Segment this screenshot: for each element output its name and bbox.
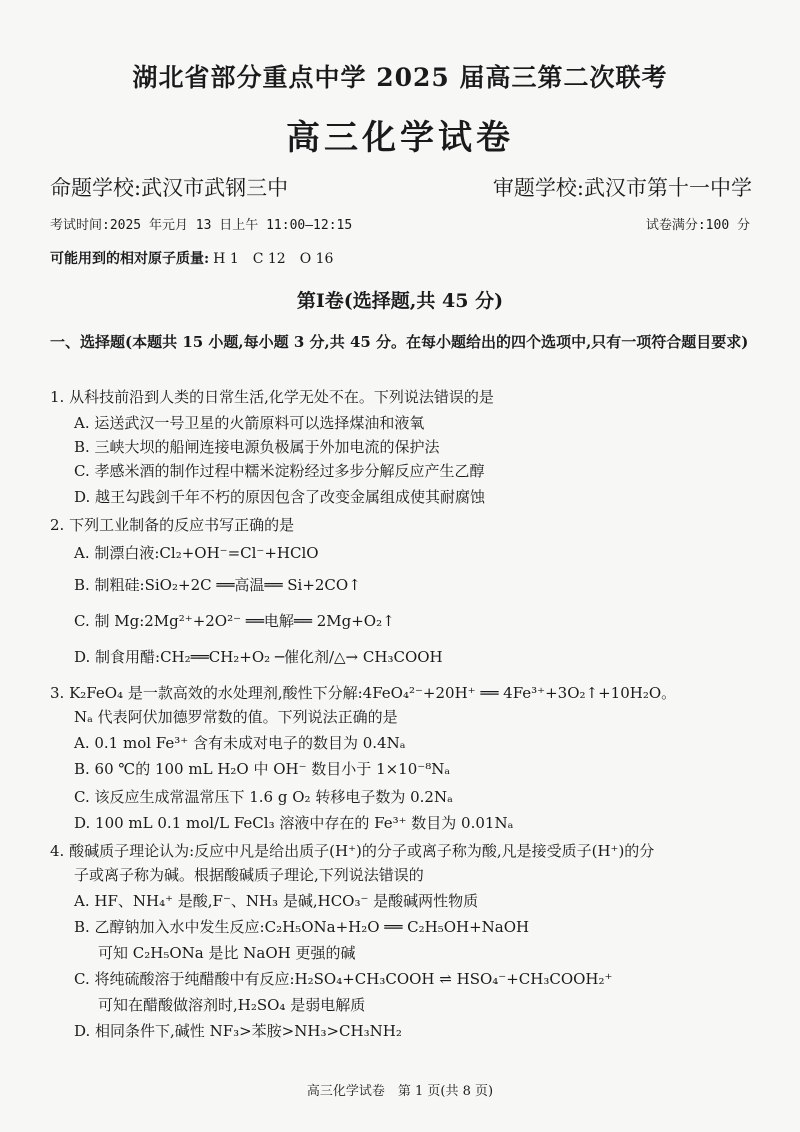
- question-4-option-d: D. 相同条件下,碱性 NF₃>苯胺>NH₃>CH₃NH₂: [74, 1022, 402, 1040]
- question-1-option-c: C. 孝感米酒的制作过程中糯米淀粉经过多步分解反应产生乙醇: [74, 462, 485, 480]
- exam-time: 考试时间:2025 年元月 13 日上午 11:00—12:15: [50, 218, 353, 233]
- question-3-option-a: A. 0.1 mol Fe³⁺ 含有未成对电子的数目为 0.4Nₐ: [74, 734, 406, 752]
- question-1-stem: 1. 从科技前沿到人类的日常生活,化学无处不在。下列说法错误的是: [50, 388, 494, 406]
- question-4-option-b: B. 乙醇钠加入水中发生反应:C₂H₅ONa+H₂O ══ C₂H₅OH+NaOH: [74, 918, 530, 936]
- setter-school: 命题学校:武汉市武钢三中: [50, 176, 289, 200]
- paper-title: 高三化学试卷: [286, 118, 514, 158]
- question-4-option-a: A. HF、NH₄⁺ 是酸,F⁻、NH₃ 是碱,HCO₃⁻ 是酸碱两性物质: [74, 892, 479, 910]
- question-3-option-d: D. 100 mL 0.1 mol/L FeCl₃ 溶液中存在的 Fe³⁺ 数目为 0.01Nₐ: [74, 814, 514, 832]
- question-4-option-c: C. 将纯硫酸溶于纯醋酸中有反应:H₂SO₄+CH₃COOH ⇌ HSO₄⁻+CH₃COOH₂⁺: [74, 970, 613, 988]
- question-2-option-d: D. 制食用醋:CH₂══CH₂+O₂ ─催化剂/△→ CH₃COOH: [74, 648, 443, 666]
- question-3-stem-line2: Nₐ 代表阿伏加德罗常数的值。下列说法正确的是: [74, 708, 398, 726]
- exam-title: 湖北省部分重点中学 2025 届高三第二次联考: [132, 63, 668, 92]
- question-4-option-c-cont: 可知在醋酸做溶剂时,H₂SO₄ 是弱电解质: [98, 996, 366, 1014]
- question-2-option-a: A. 制漂白液:Cl₂+OH⁻=Cl⁻+HClO: [74, 544, 319, 562]
- section-title: 第Ⅰ卷(选择题,共 45 分): [296, 290, 504, 312]
- question-3-stem: 3. K₂FeO₄ 是一款高效的水处理剂,酸性下分解:4FeO₄²⁻+20H⁺ ══ 4Fe³⁺+3O₂↑+10H₂O。: [50, 684, 677, 702]
- full-score: 试卷满分:100 分: [645, 218, 750, 233]
- question-2-stem: 2. 下列工业制备的反应书写正确的是: [50, 516, 295, 534]
- atomic-mass-line: [50, 248, 333, 268]
- question-4-option-b-cont: 可知 C₂H₅ONa 是比 NaOH 更强的碱: [98, 944, 356, 962]
- section-instructions: 一、选择题(本题共 15 小题,每小题 3 分,共 45 分。在每小题给出的四个选项中,只有一项符合题目要求): [50, 333, 749, 351]
- reviewer-school: 审题学校:武汉市第十一中学: [492, 176, 752, 200]
- atomic-mass-label: 可能用到的相对原子质量:: [50, 251, 210, 267]
- question-4-stem: 4. 酸碱质子理论认为:反应中凡是给出质子(H⁺)的分子或离子称为酸,凡是接受质子(H⁺)的分: [50, 842, 655, 860]
- question-1-option-a: A. 运送武汉一号卫星的火箭原料可以选择煤油和液氧: [74, 414, 425, 432]
- question-3-option-b: B. 60 ℃的 100 mL H₂O 中 OH⁻ 数目小于 1×10⁻⁸Nₐ: [74, 760, 451, 778]
- question-1-option-d: D. 越王勾践剑千年不朽的原因包含了改变金属组成使其耐腐蚀: [74, 488, 486, 506]
- question-3-option-c: C. 该反应生成常温常压下 1.6 g O₂ 转移电子数为 0.2Nₐ: [74, 788, 453, 806]
- question-2-option-b: B. 制粗硅:SiO₂+2C ══高温══ Si+2CO↑: [74, 576, 361, 594]
- page-footer: 高三化学试卷 第 1 页(共 8 页): [306, 1084, 494, 1099]
- question-1-option-b: B. 三峡大坝的船闸连接电源负极属于外加电流的保护法: [74, 438, 440, 456]
- question-2-option-c: C. 制 Mg:2Mg²⁺+2O²⁻ ══电解══ 2Mg+O₂↑: [74, 612, 395, 630]
- atomic-mass-values: H 1 C 12 O 16: [213, 251, 334, 267]
- question-4-stem-line2: 子或离子称为碱。根据酸碱质子理论,下列说法错误的: [74, 866, 424, 884]
